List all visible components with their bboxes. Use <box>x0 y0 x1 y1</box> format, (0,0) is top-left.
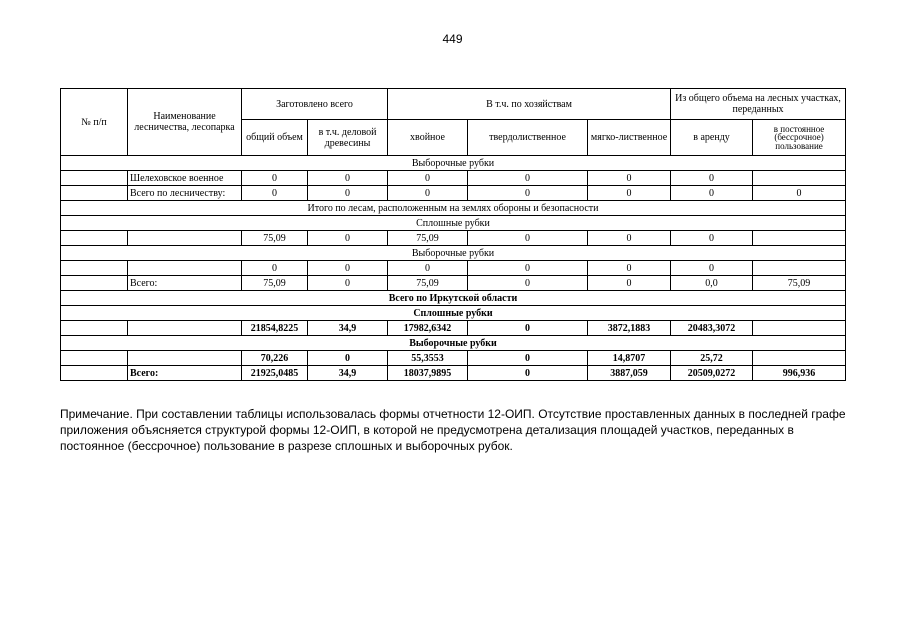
table-cell <box>753 261 846 276</box>
table-cell: 0 <box>671 186 753 201</box>
table-row <box>61 321 846 336</box>
section-row <box>61 201 846 216</box>
table-cell: 0 <box>753 186 846 201</box>
table-cell: 0 <box>588 171 671 186</box>
table-row <box>61 231 846 246</box>
table-cell: 0 <box>468 366 588 381</box>
table-cell <box>128 231 242 246</box>
table-cell: 0 <box>588 276 671 291</box>
table-cell <box>753 321 846 336</box>
col-header-name: Наименование лесничества, лесопарка <box>128 89 242 156</box>
table-cell: 75,09 <box>388 231 468 246</box>
table-cell: 70,226 <box>242 351 308 366</box>
table-cell <box>61 276 128 291</box>
table-row <box>61 366 846 381</box>
table-cell: 0 <box>468 261 588 276</box>
col-header-from-total-volume: Из общего объема на лесных участках, переданных <box>671 89 846 120</box>
table-cell: 18037,9895 <box>388 366 468 381</box>
harvest-table <box>60 88 846 381</box>
table-cell: Всего: <box>128 276 242 291</box>
section-label: Выборочные рубки <box>61 156 846 171</box>
table-cell: 0 <box>308 351 388 366</box>
table-cell: 0 <box>468 351 588 366</box>
section-label: Сплошные рубки <box>61 216 846 231</box>
col-header-total-volume: общий объем <box>242 120 308 156</box>
table-cell: 3872,1883 <box>588 321 671 336</box>
col-header-coniferous: хвойное <box>388 120 468 156</box>
col-header-lease: в аренду <box>671 120 753 156</box>
section-row <box>61 156 846 171</box>
table-body <box>61 156 846 381</box>
table-cell: 0,0 <box>671 276 753 291</box>
table-cell: 14,8707 <box>588 351 671 366</box>
table-cell <box>61 351 128 366</box>
col-header-hardwood: твердолиственное <box>468 120 588 156</box>
table-cell: 0 <box>468 231 588 246</box>
col-header-by-farms: В т.ч. по хозяйствам <box>388 89 671 120</box>
table-cell: 3887,059 <box>588 366 671 381</box>
table-cell <box>61 186 128 201</box>
section-row <box>61 246 846 261</box>
table-cell: 0 <box>468 321 588 336</box>
table-cell: 0 <box>388 171 468 186</box>
table-cell: 20483,3072 <box>671 321 753 336</box>
page-number: 449 <box>442 32 463 46</box>
table-cell: Всего по лесничеству: <box>128 186 242 201</box>
col-header-num: № п/п <box>61 89 128 156</box>
table-cell: 0 <box>308 231 388 246</box>
table-cell: 0 <box>242 186 308 201</box>
table-row <box>61 171 846 186</box>
table-cell <box>128 351 242 366</box>
section-label: Выборочные рубки <box>61 336 846 351</box>
table-cell <box>61 366 128 381</box>
table-cell: 75,09 <box>242 231 308 246</box>
footnote: Примечание. При составлении таблицы использовалась формы отчетности 12-ОИП. Отсутствие проставленных данных в последней графе приложения объясняется структурой формы 12-ОИП, в которой не предусмотрена детализация площадей участков, переданных в постоянное (бессрочное) пользование в разрезе сплошных и выборочных рубок. <box>60 407 846 453</box>
table-cell: 0 <box>388 186 468 201</box>
col-header-permanent: в постоянное (бессрочное) пользование <box>753 120 846 156</box>
table-cell: 17982,6342 <box>388 321 468 336</box>
section-label: Выборочные рубки <box>61 246 846 261</box>
table-cell: 0 <box>468 186 588 201</box>
section-row <box>61 336 846 351</box>
table-cell: 0 <box>388 261 468 276</box>
section-label: Итого по лесам, расположенным на землях обороны и безопасности <box>61 201 846 216</box>
table-cell: 75,09 <box>242 276 308 291</box>
table-cell: Шелеховское военное <box>128 171 242 186</box>
table-cell <box>61 171 128 186</box>
table-cell <box>128 261 242 276</box>
table-row <box>61 351 846 366</box>
table-cell: 0 <box>308 171 388 186</box>
section-row <box>61 216 846 231</box>
table-cell: 0 <box>468 276 588 291</box>
table-cell <box>753 231 846 246</box>
table-cell: 21925,0485 <box>242 366 308 381</box>
table-cell: 0 <box>671 261 753 276</box>
table-cell: 0 <box>588 261 671 276</box>
table-cell: 55,3553 <box>388 351 468 366</box>
table-cell: 0 <box>671 231 753 246</box>
table-cell: 0 <box>242 261 308 276</box>
table-cell <box>753 171 846 186</box>
table-cell <box>128 321 242 336</box>
section-label: Всего по Иркутской области <box>61 291 846 306</box>
table-cell: 0 <box>468 171 588 186</box>
table-cell <box>753 351 846 366</box>
table-cell: 75,09 <box>753 276 846 291</box>
table-cell: 996,936 <box>753 366 846 381</box>
table-cell <box>61 261 128 276</box>
table-cell: 21854,8225 <box>242 321 308 336</box>
table-cell: 0 <box>588 186 671 201</box>
table-row <box>61 276 846 291</box>
table-cell: 0 <box>671 171 753 186</box>
table-cell: 20509,0272 <box>671 366 753 381</box>
table-cell: 0 <box>308 276 388 291</box>
table-cell: 75,09 <box>388 276 468 291</box>
section-row <box>61 306 846 321</box>
table-cell: 0 <box>308 261 388 276</box>
table-cell: 25,72 <box>671 351 753 366</box>
col-header-harvested-total: Заготовлено всего <box>242 89 388 120</box>
col-header-softwood: мягко-лиственное <box>588 120 671 156</box>
table-cell: 0 <box>308 186 388 201</box>
table-cell: 34,9 <box>308 321 388 336</box>
table-cell <box>61 321 128 336</box>
table-row <box>61 186 846 201</box>
section-row <box>61 291 846 306</box>
table-cell <box>61 231 128 246</box>
table-row <box>61 261 846 276</box>
table-cell: 0 <box>588 231 671 246</box>
table-cell: 34,9 <box>308 366 388 381</box>
table-cell: Всего: <box>128 366 242 381</box>
table-cell: 0 <box>242 171 308 186</box>
col-header-incl-business: в т.ч. деловой древесины <box>308 120 388 156</box>
section-label: Сплошные рубки <box>61 306 846 321</box>
